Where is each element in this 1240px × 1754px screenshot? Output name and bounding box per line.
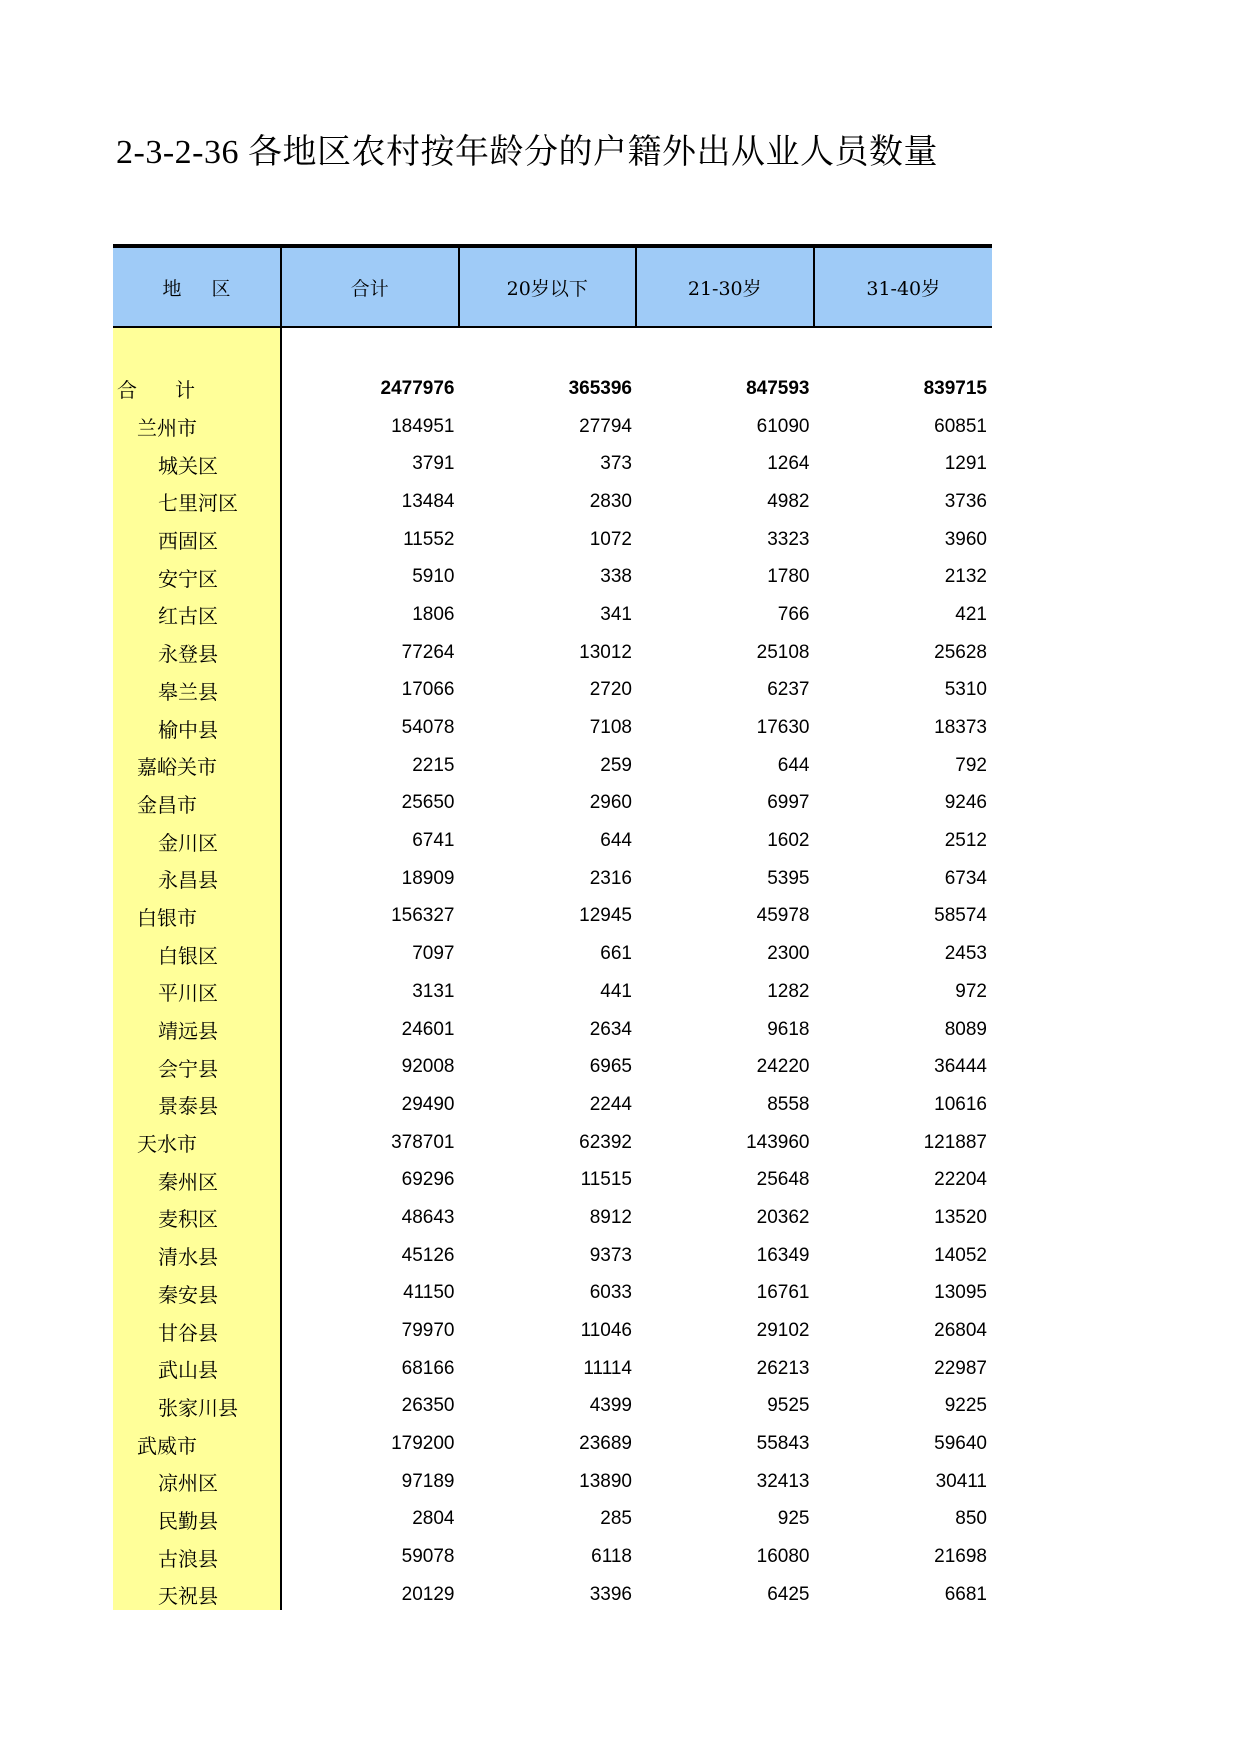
value-31-40: 3736 — [944, 490, 987, 512]
value-21-30: 1264 — [767, 453, 810, 475]
table-header — [113, 248, 992, 328]
value-31-40: 792 — [955, 754, 987, 776]
value-21-30: 2300 — [767, 943, 810, 965]
region-name: 会宁县 — [158, 1056, 218, 1081]
value-total: 20129 — [401, 1583, 455, 1605]
header-total: 合计 — [282, 248, 460, 326]
table-row — [113, 973, 992, 1011]
value-21-30: 24220 — [756, 1056, 810, 1078]
value-under-20: 12945 — [579, 905, 632, 927]
region-name: 七里河区 — [158, 491, 238, 516]
value-under-20: 441 — [600, 980, 632, 1002]
region-name: 红古区 — [158, 604, 218, 629]
value-21-30: 1602 — [767, 830, 810, 852]
value-31-40: 13095 — [934, 1282, 987, 1304]
region-name: 天水市 — [137, 1132, 197, 1157]
value-total: 179200 — [391, 1433, 455, 1455]
region-name: 金昌市 — [137, 792, 197, 817]
value-total: 17066 — [401, 679, 455, 701]
region-name: 西固区 — [158, 529, 218, 554]
value-total: 92008 — [401, 1056, 455, 1078]
value-total: 25650 — [401, 792, 455, 814]
header-21-30: 21-30岁 — [637, 248, 815, 326]
region-name: 清水县 — [158, 1245, 218, 1270]
table-row — [113, 634, 992, 672]
value-under-20: 365396 — [568, 377, 632, 399]
header-31-40: 31-40岁 — [866, 277, 941, 300]
value-31-40: 5310 — [944, 679, 987, 701]
table-row — [113, 860, 992, 898]
value-21-30: 29102 — [756, 1320, 810, 1342]
table-row — [113, 1161, 992, 1199]
table-row — [113, 1576, 992, 1614]
table-row — [113, 935, 992, 973]
value-21-30: 6997 — [767, 792, 810, 814]
value-31-40: 30411 — [935, 1470, 987, 1492]
region-name: 永昌县 — [158, 868, 218, 893]
value-total: 11552 — [403, 528, 455, 550]
value-21-30: 16080 — [756, 1546, 810, 1568]
table-row — [113, 1312, 992, 1350]
value-total: 2215 — [412, 754, 455, 776]
value-21-30: 1780 — [767, 566, 810, 588]
value-under-20: 11046 — [580, 1320, 632, 1342]
value-21-30: 25108 — [756, 641, 810, 663]
value-total: 54078 — [401, 717, 455, 739]
value-31-40: 9225 — [944, 1395, 987, 1417]
value-total: 156327 — [391, 905, 455, 927]
table-row — [113, 408, 992, 446]
value-total: 24601 — [401, 1018, 455, 1040]
value-total: 77264 — [401, 641, 455, 663]
value-21-30: 925 — [777, 1508, 810, 1530]
region-name: 秦安县 — [158, 1282, 218, 1307]
value-under-20: 23689 — [579, 1433, 632, 1455]
value-total: 41150 — [403, 1282, 455, 1304]
region-name: 古浪县 — [158, 1546, 218, 1571]
table-row — [113, 1350, 992, 1388]
value-total: 6741 — [412, 830, 455, 852]
value-total: 3131 — [412, 980, 455, 1002]
value-31-40: 21698 — [934, 1546, 987, 1568]
region-name: 安宁区 — [158, 566, 218, 591]
value-total: 1806 — [412, 603, 455, 625]
value-31-40: 13520 — [934, 1206, 987, 1228]
table-row — [113, 558, 992, 596]
page-title: 2-3-2-36 各地区农村按年龄分的户籍外出从业人员数量 — [116, 134, 938, 171]
value-under-20: 1072 — [589, 528, 632, 550]
region-name: 榆中县 — [158, 717, 218, 742]
value-total: 378701 — [391, 1131, 455, 1153]
value-21-30: 17630 — [756, 717, 810, 739]
region-name: 皋兰县 — [158, 679, 218, 704]
value-under-20: 285 — [600, 1508, 632, 1530]
value-31-40: 22204 — [934, 1169, 987, 1191]
value-total: 59078 — [401, 1546, 455, 1568]
value-total: 7097 — [412, 943, 455, 965]
value-21-30: 8558 — [767, 1093, 810, 1115]
value-21-30: 766 — [777, 603, 810, 625]
value-21-30: 644 — [777, 754, 810, 776]
region-name: 麦积区 — [158, 1207, 218, 1232]
value-total: 97189 — [401, 1470, 455, 1492]
table-row — [113, 1199, 992, 1237]
value-under-20: 2830 — [589, 490, 632, 512]
table-row — [113, 898, 992, 936]
value-under-20: 2316 — [589, 867, 632, 889]
value-under-20: 6033 — [589, 1282, 632, 1304]
value-total: 69296 — [401, 1169, 455, 1191]
table-row — [113, 1275, 992, 1313]
table-row — [113, 709, 992, 747]
value-21-30: 9618 — [767, 1018, 810, 1040]
value-total: 13484 — [401, 490, 455, 512]
value-under-20: 644 — [600, 830, 632, 852]
table-row — [113, 483, 992, 521]
value-31-40: 1291 — [944, 453, 987, 475]
value-31-40: 972 — [955, 980, 987, 1002]
value-total: 3791 — [412, 453, 455, 475]
header-region-label: 地区 — [162, 277, 261, 300]
value-under-20: 338 — [600, 566, 632, 588]
value-total: 2477976 — [380, 377, 455, 399]
value-31-40: 2132 — [944, 566, 987, 588]
value-31-40: 3960 — [944, 528, 987, 550]
value-total: 184951 — [391, 415, 455, 437]
table-row — [113, 747, 992, 785]
value-under-20: 13012 — [579, 641, 632, 663]
value-21-30: 20362 — [756, 1206, 810, 1228]
region-name: 天祝县 — [158, 1584, 218, 1609]
table-row — [113, 1388, 992, 1426]
value-under-20: 11114 — [583, 1357, 632, 1379]
table-row — [113, 1237, 992, 1275]
value-under-20: 373 — [600, 453, 632, 475]
region-name: 金川区 — [158, 830, 218, 855]
value-21-30: 3323 — [767, 528, 810, 550]
value-total: 29490 — [401, 1093, 455, 1115]
table-row — [113, 1124, 992, 1162]
value-under-20: 259 — [600, 754, 632, 776]
value-31-40: 59640 — [934, 1433, 987, 1455]
table-row — [113, 521, 992, 559]
region-name: 张家川县 — [158, 1395, 238, 1420]
region-name: 白银市 — [137, 905, 197, 930]
table-row — [113, 1463, 992, 1501]
region-name: 靖远县 — [158, 1019, 218, 1044]
region-name: 嘉峪关市 — [137, 755, 217, 780]
table-row — [113, 1425, 992, 1463]
region-name: 合计 — [117, 378, 233, 403]
value-under-20: 2720 — [589, 679, 632, 701]
value-31-40: 22987 — [934, 1357, 987, 1379]
value-under-20: 62392 — [579, 1131, 632, 1153]
value-31-40: 26804 — [934, 1320, 987, 1342]
value-31-40: 14052 — [934, 1244, 987, 1266]
value-under-20: 2244 — [589, 1093, 632, 1115]
value-31-40: 839715 — [923, 377, 987, 399]
value-total: 5910 — [412, 566, 455, 588]
value-31-40: 36444 — [934, 1056, 987, 1078]
value-total: 68166 — [401, 1357, 455, 1379]
region-name: 秦州区 — [158, 1169, 218, 1194]
value-under-20: 661 — [600, 943, 632, 965]
value-31-40: 6734 — [944, 867, 987, 889]
value-21-30: 847593 — [746, 377, 810, 399]
region-name: 民勤县 — [158, 1508, 218, 1533]
value-total: 26350 — [401, 1395, 455, 1417]
value-total: 45126 — [401, 1244, 455, 1266]
value-31-40: 25628 — [934, 641, 987, 663]
region-name: 武威市 — [137, 1433, 197, 1458]
header-region — [113, 248, 282, 326]
value-31-40: 421 — [955, 603, 987, 625]
value-31-40: 121887 — [923, 1131, 987, 1153]
value-21-30: 61090 — [756, 415, 810, 437]
region-name: 凉州区 — [158, 1471, 218, 1496]
value-under-20: 8912 — [589, 1206, 632, 1228]
value-21-30: 5395 — [767, 867, 810, 889]
value-31-40: 9246 — [944, 792, 987, 814]
region-name: 武山县 — [158, 1358, 218, 1383]
value-under-20: 9373 — [589, 1244, 632, 1266]
value-21-30: 55843 — [756, 1433, 810, 1455]
value-total: 79970 — [401, 1320, 455, 1342]
table-body — [113, 370, 992, 1614]
value-under-20: 7108 — [589, 717, 632, 739]
table-row — [113, 785, 992, 823]
value-21-30: 32413 — [756, 1470, 810, 1492]
region-name: 永登县 — [158, 642, 218, 667]
table-row — [113, 1011, 992, 1049]
region-name: 平川区 — [158, 981, 218, 1006]
table-row — [113, 445, 992, 483]
table-row — [113, 1086, 992, 1124]
region-name: 景泰县 — [158, 1094, 218, 1119]
value-21-30: 143960 — [746, 1131, 810, 1153]
value-total: 48643 — [401, 1206, 455, 1228]
value-21-30: 6425 — [767, 1583, 810, 1605]
header-under-20: 20岁以下 — [460, 248, 638, 326]
value-21-30: 1282 — [767, 980, 810, 1002]
region-name: 白银区 — [158, 943, 218, 968]
value-31-40: 6681 — [944, 1583, 987, 1605]
value-total: 18909 — [401, 867, 455, 889]
value-21-30: 6237 — [767, 679, 810, 701]
value-21-30: 4982 — [767, 490, 810, 512]
value-21-30: 16349 — [756, 1244, 810, 1266]
value-under-20: 3396 — [589, 1583, 632, 1605]
table-row — [113, 1501, 992, 1539]
value-under-20: 11515 — [580, 1169, 632, 1191]
table-row — [113, 672, 992, 710]
value-31-40: 58574 — [934, 905, 987, 927]
region-name: 兰州市 — [137, 416, 197, 441]
table-row — [113, 370, 992, 408]
value-31-40: 850 — [955, 1508, 987, 1530]
value-31-40: 2512 — [944, 830, 987, 852]
table-row — [113, 1538, 992, 1576]
region-name: 甘谷县 — [158, 1320, 218, 1345]
value-31-40: 60851 — [934, 415, 987, 437]
value-21-30: 26213 — [756, 1357, 810, 1379]
value-under-20: 13890 — [579, 1470, 632, 1492]
value-31-40: 10616 — [934, 1093, 987, 1115]
value-31-40: 8089 — [944, 1018, 987, 1040]
value-31-40: 2453 — [944, 943, 987, 965]
table-row — [113, 1048, 992, 1086]
value-total: 2804 — [412, 1508, 455, 1530]
value-21-30: 9525 — [767, 1395, 810, 1417]
value-under-20: 341 — [600, 603, 632, 625]
region-name: 城关区 — [158, 453, 218, 478]
value-21-30: 16761 — [756, 1282, 810, 1304]
table-row — [113, 596, 992, 634]
value-under-20: 4399 — [589, 1395, 632, 1417]
value-under-20: 2634 — [589, 1018, 632, 1040]
value-21-30: 45978 — [756, 905, 810, 927]
value-under-20: 6965 — [589, 1056, 632, 1078]
value-under-20: 6118 — [591, 1546, 632, 1568]
table-row — [113, 822, 992, 860]
value-under-20: 27794 — [579, 415, 632, 437]
value-21-30: 25648 — [756, 1169, 810, 1191]
value-under-20: 2960 — [589, 792, 632, 814]
value-31-40: 18373 — [934, 717, 987, 739]
